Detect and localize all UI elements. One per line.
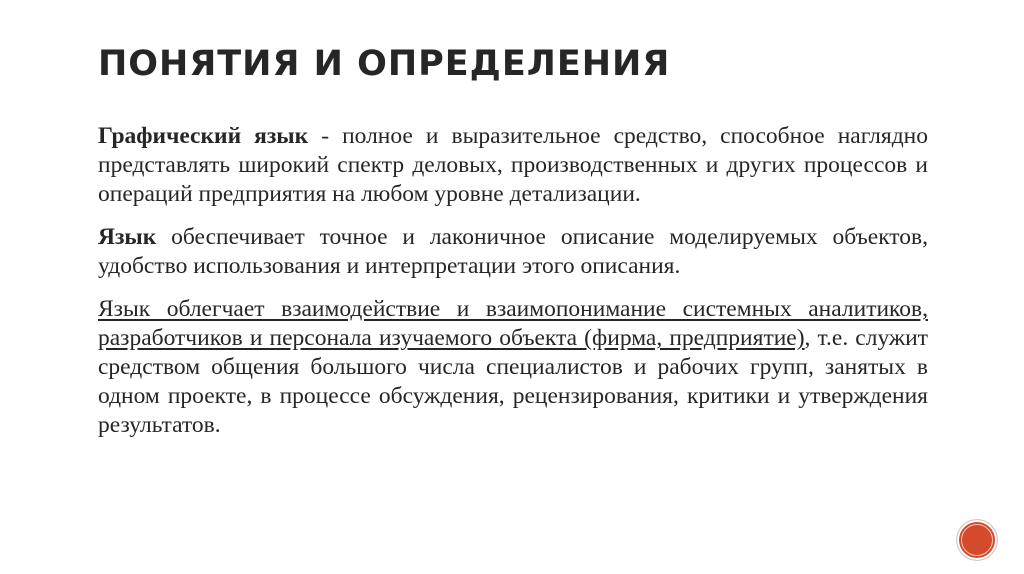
term-graphic-language: Графический язык [98,123,309,149]
slide-corner-badge-icon [957,520,997,560]
term-language: Язык [98,224,157,250]
slide-title: ПОНЯТИЯ И ОПРЕДЕЛЕНИЯ [98,44,671,84]
definition-language: обеспечивает точное и лаконичное описание моделируемых объектов, удобство использования и интерпретации этого описания. [98,224,928,279]
underlined-statement: Язык облегчает взаимодействие и взаимопонимание системных аналитиков, разработчиков и персонала изучаемого объекта (фирма, предприятие) [98,296,928,351]
paragraph-language-role [98,295,928,440]
paragraph-graphic-language [98,122,928,209]
definition-graphic-language: - полное и выразительное средство, способное наглядно представлять широкий спектр деловых, производственных и других процессов и операций предприятия на любом уровне детализации. [98,123,928,207]
statement-continuation: , т.е. служит средством общения большого числа специалистов и рабочих групп, занятых в одном проекте, в процессе обсуждения, рецензирования, критики и утверждения результатов. [98,325,928,438]
slide-body [98,122,928,454]
paragraph-language [98,223,928,281]
